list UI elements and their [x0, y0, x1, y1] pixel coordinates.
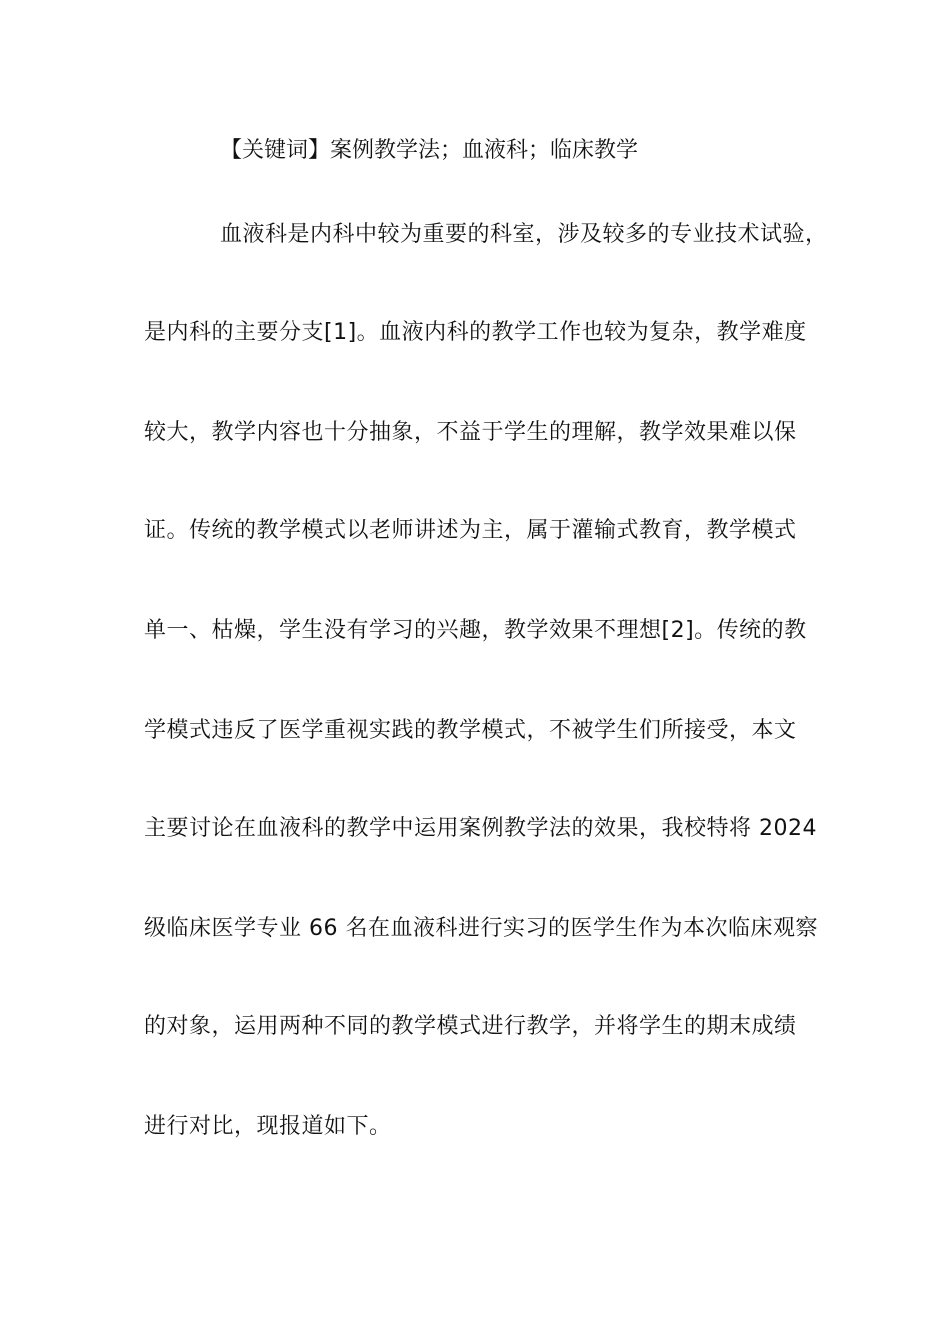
keywords-line: 【关键词】案例教学法；血液科；临床教学: [220, 138, 639, 163]
paragraph-line-5: 单一、枯燥，学生没有学习的兴趣，教学效果不理想[2]。传统的教: [144, 618, 807, 643]
paragraph-line-2: 是内科的主要分支[1]。血液内科的教学工作也较为复杂，教学难度: [144, 320, 807, 345]
paragraph-line-3: 较大，教学内容也十分抽象，不益于学生的理解，教学效果难以保: [144, 420, 797, 445]
paragraph-line-9: 的对象，运用两种不同的教学模式进行教学，并将学生的期末成绩: [144, 1014, 797, 1039]
paragraph-line-8: 级临床医学专业 66 名在血液科进行实习的医学生作为本次临床观察: [144, 916, 818, 941]
paragraph-line-7: 主要讨论在血液科的教学中运用案例教学法的效果，我校特将 2024: [144, 816, 817, 841]
paragraph-line-6: 学模式违反了医学重视实践的教学模式，不被学生们所接受，本文: [144, 718, 797, 743]
paragraph-line-1: 血液科是内科中较为重要的科室，涉及较多的专业技术试验，: [220, 222, 828, 247]
paragraph-line-10: 进行对比，现报道如下。: [144, 1114, 392, 1139]
paragraph-line-4: 证。传统的教学模式以老师讲述为主，属于灌输式教育，教学模式: [144, 518, 797, 543]
